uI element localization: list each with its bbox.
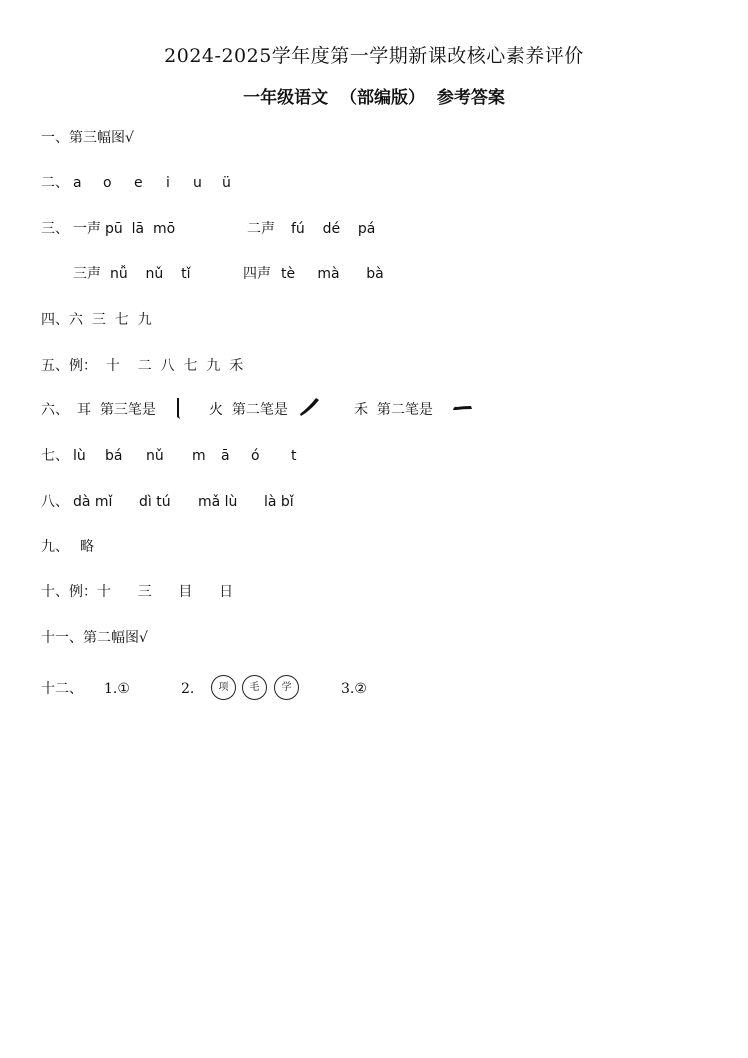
- question-number: 六、: [41, 402, 69, 418]
- sub-answer-1: 1.①: [104, 681, 130, 697]
- answer-item: o: [103, 175, 112, 191]
- answer-q4: [41, 310, 152, 330]
- tone-name: 二声: [247, 221, 275, 237]
- question-number: 二、: [41, 175, 69, 191]
- question-number: 九、: [41, 539, 69, 555]
- answer-q7: [41, 446, 297, 466]
- answer-q10: [41, 582, 233, 602]
- question-number: 十、: [41, 584, 69, 600]
- answer-text: 略: [80, 539, 94, 555]
- tone-words: nǚ nǔ tǐ: [110, 266, 191, 282]
- answer-q11: [41, 628, 148, 648]
- tone-words: pū lā mō: [105, 221, 176, 237]
- answer-item: e: [134, 175, 143, 191]
- stroke-question-1: 耳 第三笔是: [77, 402, 156, 418]
- answer-item: t: [291, 448, 297, 464]
- question-number: 四、: [41, 312, 69, 328]
- answer-item: nǔ: [146, 448, 164, 464]
- answer-item: dì tú: [139, 494, 171, 510]
- answer-item: ā: [221, 448, 230, 464]
- left-falling-stroke-icon: [297, 396, 321, 422]
- question-number: 十二、: [41, 681, 83, 697]
- document-subtitle: 一年级语文 （部编版） 参考答案: [243, 88, 505, 108]
- answer-text: 第三幅图√: [69, 130, 134, 146]
- sub-answer-3: 3.②: [341, 681, 367, 697]
- stroke-question-3: 禾 第二笔是: [354, 402, 433, 418]
- answer-text: 第二幅图√: [83, 630, 148, 646]
- answer-text: 六 三 七 九: [69, 312, 152, 328]
- question-number: 七、: [41, 448, 69, 464]
- tone-words: fú dé pá: [291, 221, 376, 237]
- circled-character: 学: [274, 675, 299, 700]
- answer-item: là bǐ: [264, 494, 294, 510]
- answer-item: ü: [222, 175, 231, 191]
- answer-item: mǎ lù: [198, 494, 238, 510]
- tone-name: 三声: [73, 266, 101, 282]
- answer-q8: [41, 492, 294, 512]
- document-title: 2024-2025学年度第一学期新课改核心素养评价: [164, 45, 584, 67]
- answer-q3: [41, 219, 376, 239]
- answer-text: 例： 十 二 八 七 九 禾: [69, 358, 244, 374]
- circled-character: 项: [211, 675, 236, 700]
- answer-text: 例：十 三 目 日: [69, 584, 234, 600]
- question-number: 五、: [41, 358, 69, 374]
- answer-item: ó: [251, 448, 260, 464]
- answer-item: a: [73, 175, 82, 191]
- sub-answer-2: 2.: [181, 681, 195, 697]
- answer-item: u: [193, 175, 202, 191]
- answer-item: dà mǐ: [73, 494, 113, 510]
- tone-name: 一声: [73, 221, 101, 237]
- circled-character: 毛: [242, 675, 267, 700]
- question-number: 一、: [41, 130, 69, 146]
- question-number: 三、: [41, 221, 69, 237]
- question-number: 八、: [41, 494, 69, 510]
- answer-q1: [41, 128, 134, 148]
- answer-item: lù: [73, 448, 86, 464]
- answer-item: i: [166, 175, 170, 191]
- horizontal-stroke-icon: [451, 396, 475, 422]
- answer-q12: [41, 679, 367, 699]
- answer-q6: [41, 400, 433, 420]
- vertical-stroke-icon: [171, 396, 185, 422]
- tone-name: 四声: [243, 266, 271, 282]
- stroke-question-2: 火 第二笔是: [209, 402, 288, 418]
- tone-words: tè mà bà: [281, 266, 384, 282]
- answer-q2: [41, 173, 231, 193]
- answer-item: m: [192, 448, 206, 464]
- answer-item: bá: [105, 448, 123, 464]
- answer-q9: [41, 537, 94, 557]
- answer-q5: [41, 356, 243, 376]
- question-number: 十一、: [41, 630, 83, 646]
